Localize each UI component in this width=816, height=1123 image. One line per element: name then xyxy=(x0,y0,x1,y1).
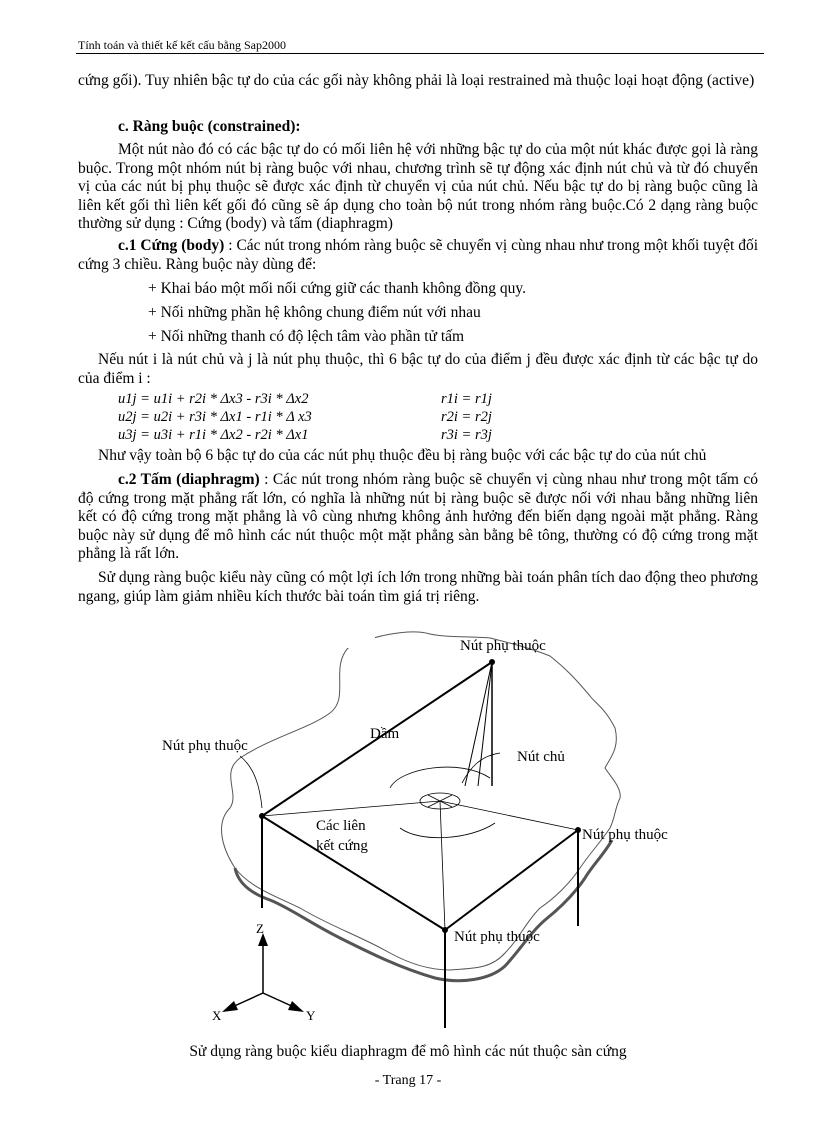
equation-u3j: u3j = u3i + r1i * Δx2 - r2i * Δx1 xyxy=(118,427,309,443)
c2-heading: c.2 Tấm (diaphragm) xyxy=(118,471,260,488)
node-left xyxy=(259,813,265,819)
c2-paragraph-2: Sử dụng ràng buộc kiểu này cũng có một lợi ích lớn trong những bài toán phân tích dao động theo phương ngang, giúp làm giảm nhiều kích thước bài toán tìm giá trị riêng. xyxy=(78,569,758,605)
label-links-line2: kết cứng xyxy=(316,838,368,854)
label-links-line1: Các liên xyxy=(316,818,366,834)
node-top xyxy=(489,659,495,665)
c1-text: : Các nút trong nhóm ràng buộc sẽ chuyển vị cùng nhau như trong một khối tuyệt đối cứng 3 chiều. Ràng buộc này dùng để: xyxy=(78,237,758,273)
node-right xyxy=(575,827,581,833)
c1-bullet-3: + Nối những thanh có độ lệch tâm vào phần tử tấm xyxy=(148,328,465,345)
equation-u2j: u2j = u2i + r3i * Δx1 - r1i * Δ x3 xyxy=(118,409,312,425)
section-c-paragraph: Một nút nào đó có các bậc tự do có mối liên hệ với những bậc tự do của một nút khác được gọi là ràng buộc. Trong một nhóm nút bị ràng buộc với nhau, chương trình sẽ tự động xác định nút chủ và từ đó chuyển vị của các nút bị phụ thuộc sẽ được xác định từ chuyển vị của nút chủ. Nếu bậc tự do bị ràng buộc cũng là liên kết gối thì liên kết gối đó cũng sẽ áp dụng cho toàn bộ nút trong nhóm ràng buộc.Có 2 dạng ràng buộc thường sử dụng : Cứng (body) và tấm (diaphragm) xyxy=(78,141,758,233)
c2-paragraph xyxy=(78,471,758,564)
figure-caption: Sử dụng ràng buộc kiểu diaphragm để mô hình các nút thuộc sàn cứng xyxy=(189,1043,627,1060)
label-master-node: Nút chủ xyxy=(517,749,565,765)
axis-y-label: Y xyxy=(306,1008,316,1023)
page-number: - Trang 17 - xyxy=(374,1073,442,1088)
axis-z-label: Z xyxy=(256,921,264,936)
axis-x-label: X xyxy=(212,1008,222,1023)
c2-text: : Các nút trong nhóm ràng buộc sẽ chuyển vị cùng nhau như trong một tấm có độ cứng trong mặt phẳng rất lớn, có nghĩa là những nút bị ràng buộc sẽ được nối với nhau bằng những liên kết có độ cứng trong mặt phẳng là vô cùng nhưng không ảnh hưởng đến biến dạng ngoài mặt phẳng. Ràng buộc này sử dụng để mô hình các nút thuộc một mặt phẳng sàn bằng bê tông, thường có độ cứng trong mặt phẳng là rất lớn. xyxy=(78,471,758,563)
label-top-node: Nút phụ thuộc xyxy=(460,638,546,654)
diaphragm-figure xyxy=(160,608,704,1036)
axis-x-arrow xyxy=(222,1001,238,1012)
equation-r1: r1i = r1j xyxy=(441,391,492,407)
label-right-node: Nút phụ thuộc xyxy=(582,827,668,843)
equation-u1j: u1j = u1i + r2i * Δx3 - r3i * Δx2 xyxy=(118,391,309,407)
axis-y-arrow xyxy=(288,1001,304,1012)
c1-paragraph xyxy=(78,237,758,274)
c1-lead: Nếu nút i là nút chủ và j là nút phụ thuộc, thì 6 bậc tự do của điểm j đều được xác định từ các bậc tự do của điểm i : xyxy=(78,351,758,387)
equation-r3: r3i = r3j xyxy=(441,427,492,443)
equation-r2: r2i = r2j xyxy=(441,409,492,425)
c1-conclusion: Như vậy toàn bộ 6 bậc tự do của các nút phụ thuộc đều bị ràng buộc với các bậc tự do của nút chủ xyxy=(98,447,707,464)
diaphragm-diagram xyxy=(160,608,704,1036)
label-bottom-node: Nút phụ thuộc xyxy=(454,929,540,945)
header-divider xyxy=(76,53,764,54)
c1-bullet-1: + Khai báo một mối nối cứng giữ các thanh không đồng quy. xyxy=(148,280,526,297)
label-beam: Dầm xyxy=(370,726,400,742)
c1-bullet-2: + Nối những phần hệ không chung điểm nút với nhau xyxy=(148,304,481,321)
slab-outline xyxy=(222,632,621,970)
section-c-heading: c. Ràng buộc (constrained): xyxy=(118,118,301,135)
c1-heading: c.1 Cứng (body) xyxy=(118,237,225,254)
intro-paragraph: cứng gối). Tuy nhiên bậc tự do của các gối này không phải là loại restrained mà thuộc loại hoạt động (active) xyxy=(78,72,755,89)
label-left-node: Nút phụ thuộc xyxy=(162,738,248,754)
node-bottom xyxy=(442,927,448,933)
patch-1 xyxy=(315,632,375,648)
running-header: Tính toán và thiết kế kết cấu bằng Sap2000 xyxy=(78,38,286,52)
